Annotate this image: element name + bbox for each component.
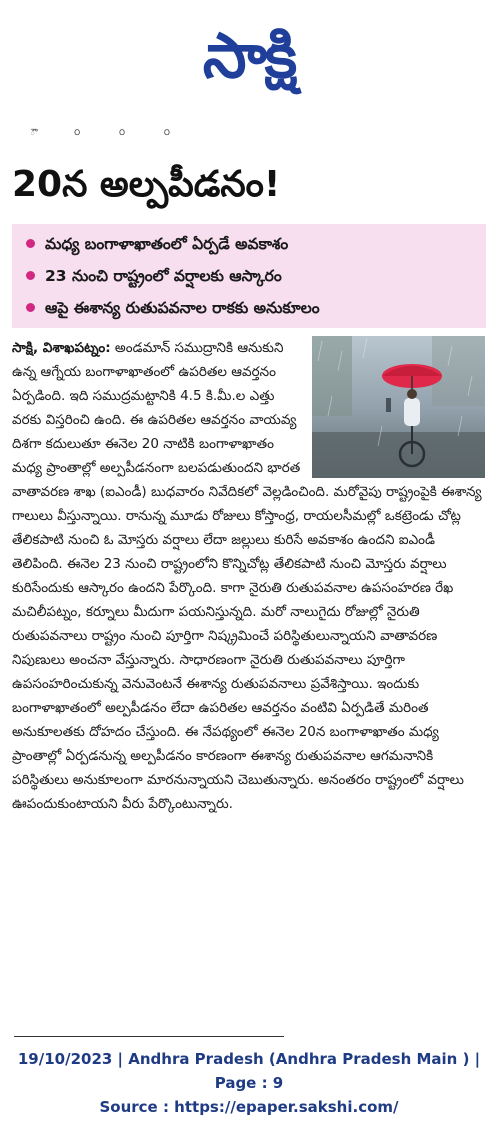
bullet-dot-icon [26, 239, 35, 248]
footer-page: Page : 9 [214, 1074, 284, 1092]
summary-bullet-box [12, 224, 486, 328]
summary-bullet [26, 260, 482, 292]
summary-bullet [26, 292, 482, 324]
rain-cyclist-photo [312, 336, 485, 478]
bullet-text: 23 నుంచి రాష్ట్రంలో వర్షాలకు ఆస్కారం [45, 267, 282, 285]
rain-scene-image [312, 336, 485, 478]
footer-source-link[interactable]: Source : https://epaper.sakshi.com/ [99, 1098, 399, 1116]
masthead [0, 14, 498, 98]
bullet-text: మధ్య బంగాళాఖాతంలో ఏర్పడే అవకాశం [45, 235, 289, 253]
bullet-text: ఆపై ఈశాన్య రుతుపవనాల రాకకు అనుకూలం [45, 299, 320, 317]
bullet-dot-icon [26, 303, 35, 312]
bullet-dot-icon [26, 271, 35, 280]
footer-divider [14, 1036, 284, 1037]
summary-bullet [26, 228, 482, 260]
article-text: అండమాన్ సముద్రానికి ఆనుకుని ఉన్న ఆగ్నేయ బంగాళాఖాతంలో ఉపరితల ఆవర్తనం ఏర్పడింది. ఇది సముద్రమట్టానికి 4.5 కి.మీ.ల ఎత్తు వరకు విస్తరించి ఉంది. ఈ ఉపరితల ఆవర్తనం వాయవ్య దిశగా కదులుతూ ఈనెల 20 నాటికి బంగాళాఖాతం మధ్య ప్రాంతాల్లో అల్పపీడనంగా బలపడుతుందని భారత వాతావరణ శాఖ (ఐఎండీ) బుధవారం నివేదికలో వెల్లడించింది. మరోవైపు రాష్ట్రంపైకి ఈశాన్య గాలులు వీస్తున్నాయి. రానున్న మూడు రోజులు కోస్తాంధ్ర, రాయలసీమల్లో ఒకట్రెండు చోట్ల తేలికపాటి నుంచి ఓ మోస్తరు వర్షాలు లేదా జల్లులు కురిసే అవకాశం ఉందని ఐఎండీ తెలిపింది. ఈనెల 23 నుంచి రాష్ట్రంలోని కొన్నిచోట్ల తేలికపాటి నుంచి మోస్తరు వర్షాలు కురిసేందుకు ఆస్కారం ఉందని పేర్కొంది. కాగా నైరుతి రుతుపవనాల ఉపసంహరణ రేఖ మచిలీపట్నం, కర్నూలు మీదుగా పయనిస్తున్నది. మరో నాలుగైదు రోజుల్లో నైరుతి రుతుపవనాలు రాష్ట్రం నుంచి పూర్తిగా నిష్క్రమించే పరిస్థితులున్నాయని వాతావరణ నిపుణులు అంచనా వేస్తున్నారు. సాధారణంగా నైరుతి రుతుపవనాలు పూర్తిగా ఉపసంహరించుకున్న వెనువెంటనే ఈశాన్య రుతుపవనాలు ప్రవేశిస్తాయి. ఇందుకు బంగాళాఖాతంలో అల్పపీడనం లేదా ఉపరితల ఆవర్తనం వంటివి ఏర్పడితే మరింత అనుకూలతకు దోహదం చేస్తుంది. ఈ నేపథ్యంలో ఈనెల 20న బంగాళాఖాతం మధ్య ప్రాంతాల్లో ఏర్పడనున్న అల్పపీడనం కారణంగా ఈశాన్య రుతుపవనాల ఆగమనానికి పరిస్థితులు అనుకూలంగా మారనున్నాయని చెబుతున్నారు. అనంతరం రాష్ట్రంలో వర్షాలు ఊపందుకుంటాయని వీరు పేర్కొంటున్నారు. [12, 340, 482, 812]
headline: 20న అల్పపీడనం! [12, 164, 281, 205]
footer-date-edition: 19/10/2023 | Andhra Pradesh (Andhra Pradesh Main ) | [17, 1050, 481, 1068]
article-dateline: సాక్షి, విశాఖపట్నం: [12, 340, 111, 356]
sakshi-logo: సాక్షి [202, 19, 296, 92]
clipped-text-fragment: ౌ ౦ ౦ ౦ [30, 128, 189, 138]
